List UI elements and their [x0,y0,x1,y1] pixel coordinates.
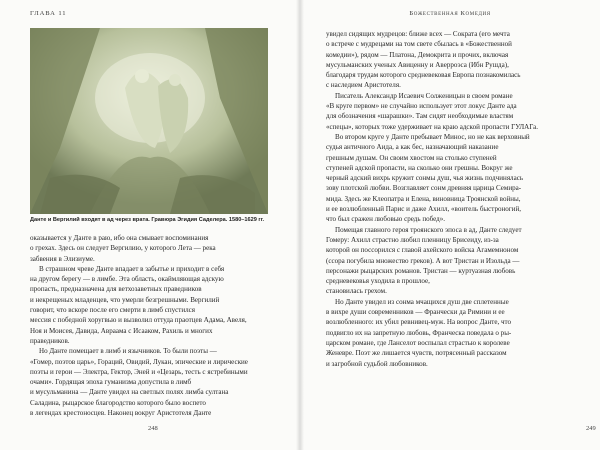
text-line: Ноя и Моисея, Давида, Авраама с Исааком, Рахиль и многих [30,326,213,335]
text-line: Гомеру: Ахилл страстно любил пленницу Брисеиду, из-за [326,235,499,244]
text-line: мусульманских ученых Авиценну и Аверроэса (Ибн Рушда), [326,60,509,69]
text-line: благодаря трудам которого средневековая Европа познакомилась [326,71,521,80]
text-line: Но Данте помещает в лимб и язычников. То были поэты — [39,347,217,356]
text-line: ступеней адской пропасти, на сколько они грешны. Вокруг же [326,163,513,172]
text-line: и некрещеных младенцев, что умерли безгрешными. Вергилий [30,295,220,304]
text-line: в легендах крестоносцев. Наконец вокруг Аристотеля Данте [30,409,212,418]
text-line: комедии»), рядом — Платона, Демокрита и прочих, включая [326,50,509,59]
text-line: зову плотской любви. Возглавляет сонм древняя царица Семира- [326,184,522,193]
text-line: забвения в Элизиуме. [30,254,95,263]
text-line: черный адский вихрь кружит сонмы душ, чья жизнь подчинялась [326,174,524,183]
text-line: Но Данте увидел из сонма мчащихся душ две сплетенные [335,297,509,306]
text-line: в вихре души современников — Франчески да Римини и ее [326,308,505,317]
engraving-image [30,28,268,214]
text-line: Во втором круге у Данте пребывает Минос, но не как верховный [335,132,530,141]
text-line: Писатель Александр Исаевич Солженицын в своем романе [335,91,513,100]
text-line: «В круге первом» не случайно использует этот локус Данте ада [326,102,517,111]
text-line: Помещая главного героя троянского эпоса в ад, Данте следует [335,225,522,234]
text-line: с наследием Аристотеля. [326,81,401,90]
text-line: грешным душам. Он своим хвостом на столько ступеней [326,153,497,162]
text-line: что был сражен любовью средь побед». [326,215,446,224]
text-line: В страшном чреве Данте впадает в забытье и приходит в себя [39,264,225,273]
text-line: средневековья уходила в прошлое, [326,277,430,286]
left-body-text [30,233,274,418]
text-line: Женевре. Поэт же лишается чувств, потрясенный рассказом [326,349,507,358]
text-line: персонажи рыцарских романов. Тристан — куртуазная любовь [326,266,516,275]
text-line: о встрече с мудрецами на том свете сбылась в «Божественной [326,40,512,49]
text-line: для обозначения «шарашки». Там сидят необходимые властям [326,112,514,121]
text-line: и ее возлюбленный Парис и даже Ахилл, «воитель быстроногий, [326,205,521,214]
page-number-right: 249 [586,425,596,432]
text-line: и загробной судьбой любовников. [326,359,428,368]
figure-caption: Данте и Вергилий входят в ад через врата. Гравюра Эгидия Саделера. 1580–1629 гг. [30,217,265,223]
text-line: на другом берегу — в лимбе. Эта область, окаймляющая адскую [30,275,224,284]
text-line: пропасть, предназначена для ветхозаветных праведников [30,285,202,294]
text-line: становилась грехом. [326,287,387,296]
text-line: (ссора погубила множество греков). А вот Тристан и Изольда — [326,256,520,265]
text-line: «Гомер, поэтов царь», Гораций, Овидий, Лукан, эпические и лирические [30,357,248,366]
text-line: очами». Гордящая эпоха гуманизма допустила в лимб [30,378,192,387]
text-line: поэты и герои — Электра, Гектор, Эней и «Цезарь, тесть с ястребиными [30,367,248,376]
text-line: «спецы», которых тоже удерживает на краю адской пропасти ГУЛАГа. [326,122,539,131]
text-line: увидел сидящих мудрецов: ближе всех — Сократа (его мечта [326,30,510,38]
running-head-left: ГЛАВА 11 [30,10,67,17]
page-number-left: 248 [148,425,158,432]
text-line: праведников. [30,336,70,345]
text-line: мессия с победной хоругвью и вызволил оттуда праотцев Адама, Авеля, [30,316,247,325]
text-line: которой он поссорился с главой ахейского войска Агамемноном [326,246,519,255]
text-line: подвигло их на запретную любовь, Франческа поведала о ры- [326,328,512,337]
text-line: возлюбленного: их убил ревнивец-муж. На вопрос Данте, что [326,318,512,327]
text-line: о грехах. Здесь он следует Вергилию, у которого Лета — река [30,244,216,253]
right-page [300,0,600,450]
text-line: и мусульманина — Данте увидел на светлых полях лимба султана [30,388,229,397]
text-line: мида. Здесь же Клеопатра и Елена, виновница Троянской войны, [326,194,521,203]
text-line: говорит, что вскоре после его смерти в лимб спустился [30,306,195,315]
text-line: Саладина, рыцарское благородство которого было воспето [30,398,206,407]
text-line: царском романе, где Ланселот воспылал страстью к королеве [326,338,510,347]
text-line: оказывается у Данте в раю, ибо она смывает воспоминания [30,234,209,242]
book-gutter-shadow [296,0,304,450]
running-head-right: Божественная Комедия [409,10,491,17]
right-body-text [326,29,576,369]
text-line: судья античного Аида, а как бес, назначающий наказание [326,143,499,152]
